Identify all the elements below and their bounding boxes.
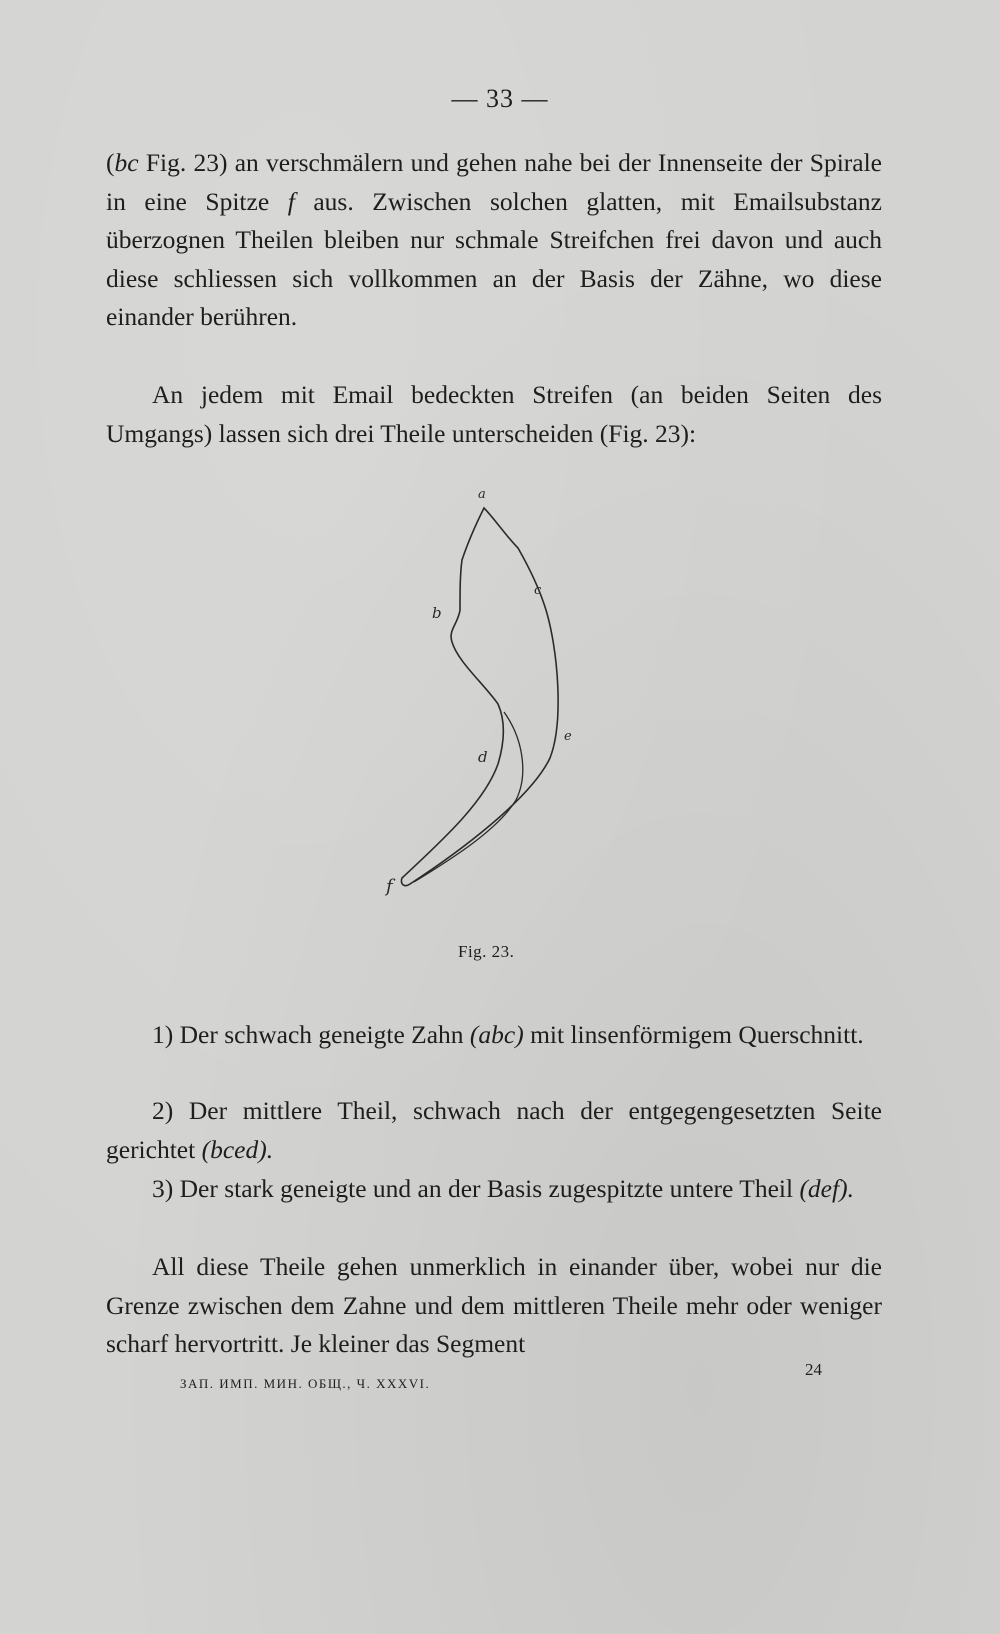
l1-post: mit linsenförmigem Querschnitt. [523, 1020, 864, 1049]
figure-23 [380, 487, 620, 940]
tooth-inner-line [414, 712, 523, 882]
paragraph-3: All diese Theile gehen unmerklich in einander über, wobei nur die Grenze zwischen dem Zahne und dem mittleren Theile mehr oder weniger scharf hervortritt. Je kleiner das Segment [106, 1252, 882, 1358]
label-d: d [478, 748, 488, 766]
list-item-2 [106, 1092, 882, 1169]
figure-caption: Fig. 23. [458, 942, 515, 961]
page-number: — 33 — [451, 84, 549, 113]
label-e: e [564, 729, 572, 744]
label-a: a [478, 487, 486, 502]
list-item-1 [106, 1016, 882, 1055]
l2-em: (bced). [201, 1134, 274, 1164]
footer-signature: ЗАП. ИМП. МИН. ОБЩ., Ч. XXXVI. [180, 1376, 431, 1391]
list-item-3 [106, 1170, 882, 1209]
p1-em-bc: bc [114, 148, 139, 177]
footer-sheet-number: 24 [805, 1360, 822, 1379]
l1-em: (abc) [469, 1020, 524, 1049]
tooth-drawing [380, 487, 620, 940]
label-b: b [432, 604, 442, 622]
paragraph-1 [106, 144, 882, 337]
p1-post: aus. Zwischen solchen glatten, mit Emailsubstanz überzognen Theilen bleiben nur schmale Streifchen frei davon und auch diese schliessen sich vollkommen an der Basis der Zähne, wo diese einander berühren. [106, 186, 882, 331]
p1-pre: ( [106, 148, 115, 177]
label-c: c [534, 583, 542, 598]
p1-mid: Fig. 23) an verschmälern und gehen nahe bei der Innenseite der Spirale in eine Spitze [106, 148, 882, 216]
p1-em-f: f [287, 186, 295, 216]
l1-pre: 1) Der schwach geneigte Zahn [152, 1020, 470, 1049]
l3-em: (def). [799, 1174, 854, 1203]
label-f: f [386, 876, 393, 897]
tooth-outline [401, 508, 558, 886]
l2-pre: 2) Der mittlere Theil, schwach nach der entgegengesetzten Seite gerichtet [106, 1096, 882, 1164]
paragraph-2: An jedem mit Email bedeckten Streifen (an beiden Seiten des Umgangs) lassen sich drei Theile unterscheiden (Fig. 23): [106, 380, 882, 448]
l3-pre: 3) Der stark geneigte und an der Basis zugespitzte untere Theil [152, 1174, 800, 1203]
